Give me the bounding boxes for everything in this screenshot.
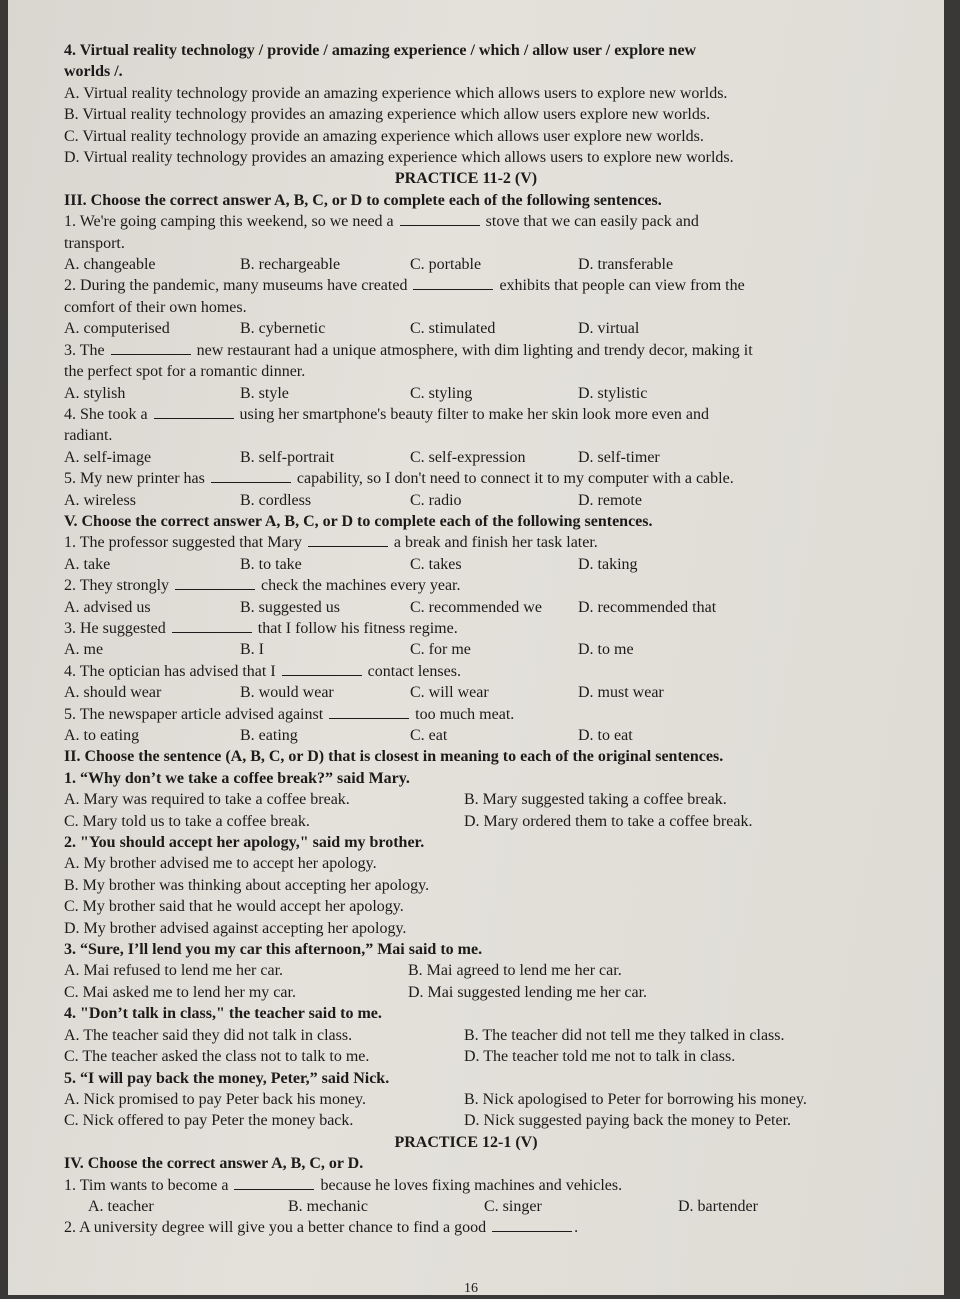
s2-q3-options-ab: A. Mai refused to lend me her car. B. Mai agreed to lend me her car.	[64, 962, 622, 980]
q4-option-b: B. Virtual reality technology provides an amazing experience which allow users explore new worlds.	[64, 106, 711, 124]
s5-q2-options: A. advised us B. suggested us C. recommended we D. recommended that	[64, 598, 717, 616]
answer-blank[interactable]	[329, 704, 409, 719]
s3-q5-stem: 5. My new printer has capability, so I don't need to connect it to my computer with a cable.	[64, 470, 734, 488]
s2-q2-stem: 2. "You should accept her apology," said my brother.	[64, 834, 425, 852]
s3-q1-options: A. changeable B. rechargeable C. portable D. transferable	[64, 256, 674, 274]
answer-blank[interactable]	[211, 468, 291, 483]
answer-blank[interactable]	[111, 340, 191, 355]
s3-q3-options: A. stylish B. style C. styling D. stylistic	[64, 384, 648, 402]
s5-q1-options: A. take B. to take C. takes D. taking	[64, 555, 638, 573]
s2-q3-stem: 3. “Sure, I’ll lend you my car this afternoon,” Mai said to me.	[64, 941, 483, 959]
answer-blank[interactable]	[154, 404, 234, 419]
q4-prompt-line1: 4. Virtual reality technology / provide / amazing experience / which / allow user / explore new	[64, 42, 697, 59]
s3-q4-options: A. self-image B. self-portrait C. self-expression D. self-timer	[64, 448, 660, 466]
s2-q2-option-b: B. My brother was thinking about accepting her apology.	[64, 876, 430, 894]
s2-q4-stem: 4. "Don’t talk in class," the teacher said to me.	[64, 1005, 382, 1023]
s3-q1-cont: transport.	[64, 234, 125, 252]
s5-q4-stem: 4. The optician has advised that I contact lenses.	[64, 662, 461, 680]
s2-q4-options-cd: C. The teacher asked the class not to talk to me. D. The teacher told me not to talk in class.	[64, 1048, 736, 1066]
section-3-heading: III. Choose the correct answer A, B, C, or D to complete each of the following sentences.	[64, 191, 662, 209]
answer-blank[interactable]	[400, 211, 480, 226]
s5-q3-stem: 3. He suggested that I follow his fitness regime.	[64, 619, 458, 637]
s3-q5-options: A. wireless B. cordless C. radio D. remote	[64, 491, 642, 509]
answer-blank[interactable]	[413, 275, 493, 290]
s3-q4-cont: radiant.	[64, 427, 113, 445]
s3-q3-stem: 3. The new restaurant had a unique atmosphere, with dim lighting and trendy decor, making it	[64, 341, 753, 359]
s4-q1-stem: 1. Tim wants to become a because he loves fixing machines and vehicles.	[64, 1176, 623, 1194]
section-5-heading: V. Choose the correct answer A, B, C, or D to complete each of the following sentences.	[64, 512, 653, 530]
worksheet-page	[8, 0, 944, 1295]
s3-q3-cont: the perfect spot for a romantic dinner.	[64, 363, 306, 381]
answer-blank[interactable]	[492, 1217, 572, 1232]
s4-q1-options: A. teacher B. mechanic C. singer D. bartender	[88, 1197, 758, 1215]
q4-prompt-line2: worlds /.	[64, 63, 123, 81]
answer-blank[interactable]	[234, 1175, 314, 1190]
s2-q5-options-cd: C. Nick offered to pay Peter the money back. D. Nick suggested paying back the money to Peter.	[64, 1112, 792, 1130]
s2-q1-stem: 1. “Why don’t we take a coffee break?” said Mary.	[64, 769, 410, 787]
s2-q1-options-ab: A. Mary was required to take a coffee break. B. Mary suggested taking a coffee break.	[64, 791, 727, 809]
s5-q3-options: A. me B. I C. for me D. to me	[64, 641, 634, 659]
q4-option-a: A. Virtual reality technology provide an amazing experience which allows users to explore new worlds.	[64, 84, 728, 102]
answer-blank[interactable]	[308, 532, 388, 547]
s2-q5-stem: 5. “I will pay back the money, Peter,” said Nick.	[64, 1069, 390, 1087]
s3-q2-cont: comfort of their own homes.	[64, 298, 247, 316]
q4-option-c: C. Virtual reality technology provide an amazing experience which allows user explore new worlds.	[64, 127, 704, 145]
section-2-heading: II. Choose the sentence (A, B, C, or D) that is closest in meaning to each of the original sentences.	[64, 748, 724, 766]
s2-q2-option-d: D. My brother advised against accepting her apology.	[64, 919, 407, 937]
s4-q2-stem: 2. A university degree will give you a better chance to find a good .	[64, 1219, 579, 1237]
s3-q4-stem: 4. She took a using her smartphone's beauty filter to make her skin look more even and	[64, 405, 709, 423]
practice-heading-11-2: PRACTICE 11-2 (V)	[394, 170, 538, 188]
answer-blank[interactable]	[282, 661, 362, 676]
s3-q2-stem: 2. During the pandemic, many museums have created exhibits that people can view from the	[64, 277, 745, 295]
s3-q1-stem: 1. We're going camping this weekend, so we need a stove that we can easily pack and	[64, 213, 699, 231]
practice-heading-12-1: PRACTICE 12-1 (V)	[394, 1133, 538, 1151]
page-number: 16	[464, 1281, 478, 1296]
q4-option-d: D. Virtual reality technology provides an amazing experience which allows users to explore new worlds.	[64, 149, 734, 167]
s2-q4-options-ab: A. The teacher said they did not talk in class. B. The teacher did not tell me they talked in class.	[64, 1026, 785, 1044]
s5-q5-stem: 5. The newspaper article advised against too much meat.	[64, 705, 515, 723]
s2-q2-option-c: C. My brother said that he would accept her apology.	[64, 898, 404, 916]
answer-blank[interactable]	[175, 575, 255, 590]
section-4-heading: IV. Choose the correct answer A, B, C, or D.	[64, 1155, 364, 1173]
s3-q2-options: A. computerised B. cybernetic C. stimulated D. virtual	[64, 320, 640, 338]
s2-q2-option-a: A. My brother advised me to accept her apology.	[64, 855, 377, 873]
s5-q1-stem: 1. The professor suggested that Mary a break and finish her task later.	[64, 534, 598, 552]
s5-q5-options: A. to eating B. eating C. eat D. to eat	[64, 727, 633, 744]
s2-q5-options-ab: A. Nick promised to pay Peter back his money. B. Nick apologised to Peter for borrowing his money.	[64, 1090, 807, 1108]
s2-q3-options-cd: C. Mai asked me to lend her my car. D. Mai suggested lending me her car.	[64, 983, 648, 1001]
answer-blank[interactable]	[172, 618, 252, 633]
s2-q1-options-cd: C. Mary told us to take a coffee break. D. Mary ordered them to take a coffee break.	[64, 812, 753, 830]
s5-q2-stem: 2. They strongly check the machines every year.	[64, 577, 461, 595]
s5-q4-options: A. should wear B. would wear C. will wear D. must wear	[64, 684, 664, 702]
